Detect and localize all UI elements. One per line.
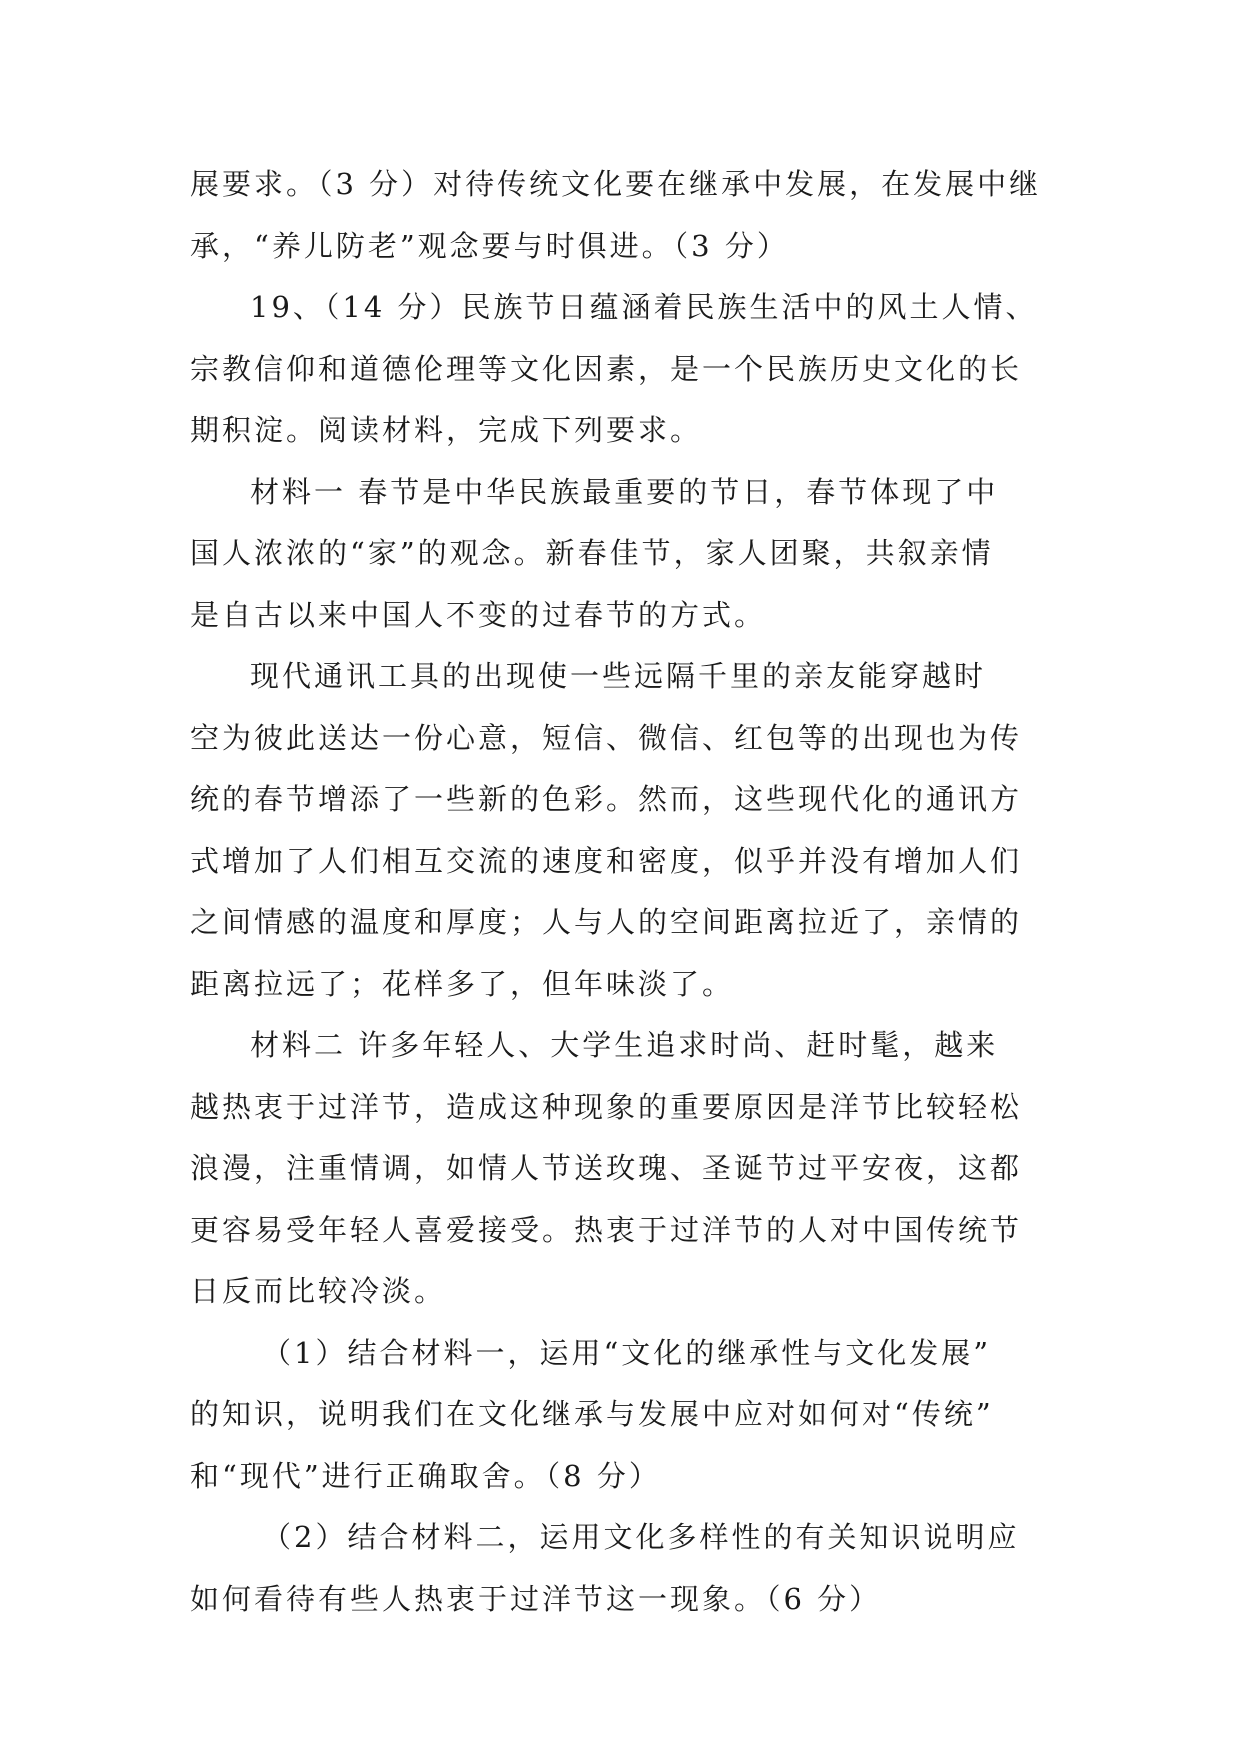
material-two-paragraph	[190, 1015, 1050, 1323]
text-line: 之间情感的温度和厚度；人与人的空间距离拉近了，亲情的	[190, 905, 1023, 939]
text-line: 浪漫，注重情调，如情人节送玫瑰、圣诞节过平安夜，这都	[190, 1151, 1023, 1185]
text-line: 更容易受年轻人喜爱接受。热衷于过洋节的人对中国传统节	[190, 1212, 1023, 1247]
sub-question-label-line: （1）结合材料一，运用“文化的继承性与文化发展”	[262, 1335, 992, 1370]
material-label-line: 材料二 许多年轻人、大学生追求时尚、赶时髦，越来	[250, 1028, 999, 1062]
answer-paragraph	[190, 154, 1050, 277]
sub-question-label-line: （2）结合材料二，运用文化多样性的有关知识说明应	[262, 1520, 1020, 1554]
text-line: 距离拉远了；花样多了，但年味淡了。	[190, 966, 735, 1001]
text-line: 空为彼此送达一份心意，短信、微信、红包等的出现也为传	[190, 720, 1023, 755]
question-number-line: 19、（14 分）民族节日蕴涵着民族生活中的风土人情、	[250, 290, 1038, 324]
material-one-continued-paragraph	[190, 646, 1050, 1015]
text-line: 统的春节增添了一些新的色彩。然而，这些现代化的通讯方	[190, 782, 1023, 816]
text-line: 如何看待有些人热衷于过洋节这一现象。（6 分）	[190, 1581, 882, 1616]
text-line: 国人浓浓的“家”的观念。新春佳节，家人团聚，共叙亲情	[190, 536, 994, 570]
sub-question-2-paragraph	[190, 1507, 1050, 1630]
text-line: 式增加了人们相互交流的速度和密度，似乎并没有增加人们	[190, 843, 1023, 878]
text-line: 现代通讯工具的出现使一些远隔千里的亲友能穿越时	[250, 659, 987, 693]
text-line: 越热衷于过洋节，造成这种现象的重要原因是洋节比较轻松	[190, 1089, 1023, 1124]
text-line: 日反而比较冷淡。	[190, 1274, 447, 1308]
text-line: 的知识，说明我们在文化继承与发展中应对如何对“传统”	[190, 1397, 994, 1431]
text-line: 是自古以来中国人不变的过春节的方式。	[190, 597, 767, 632]
document-page	[190, 154, 1050, 1630]
text-line: 期积淀。阅读材料，完成下列要求。	[190, 413, 703, 447]
text-line: 承，“养儿防老”观念要与时俱进。（3 分）	[190, 228, 789, 263]
material-one-paragraph	[190, 462, 1050, 647]
material-label-line: 材料一 春节是中华民族最重要的节日，春节体现了中	[250, 474, 999, 509]
text-line: 和“现代”进行正确取舍。（8 分）	[190, 1458, 661, 1493]
question-19-paragraph	[190, 277, 1050, 462]
sub-question-1-paragraph	[190, 1323, 1050, 1508]
text-line: 宗教信仰和道德伦理等文化因素，是一个民族历史文化的长	[190, 351, 1023, 386]
text-line: 展要求。（3 分）对待传统文化要在继承中发展，在发展中继	[190, 167, 1042, 201]
